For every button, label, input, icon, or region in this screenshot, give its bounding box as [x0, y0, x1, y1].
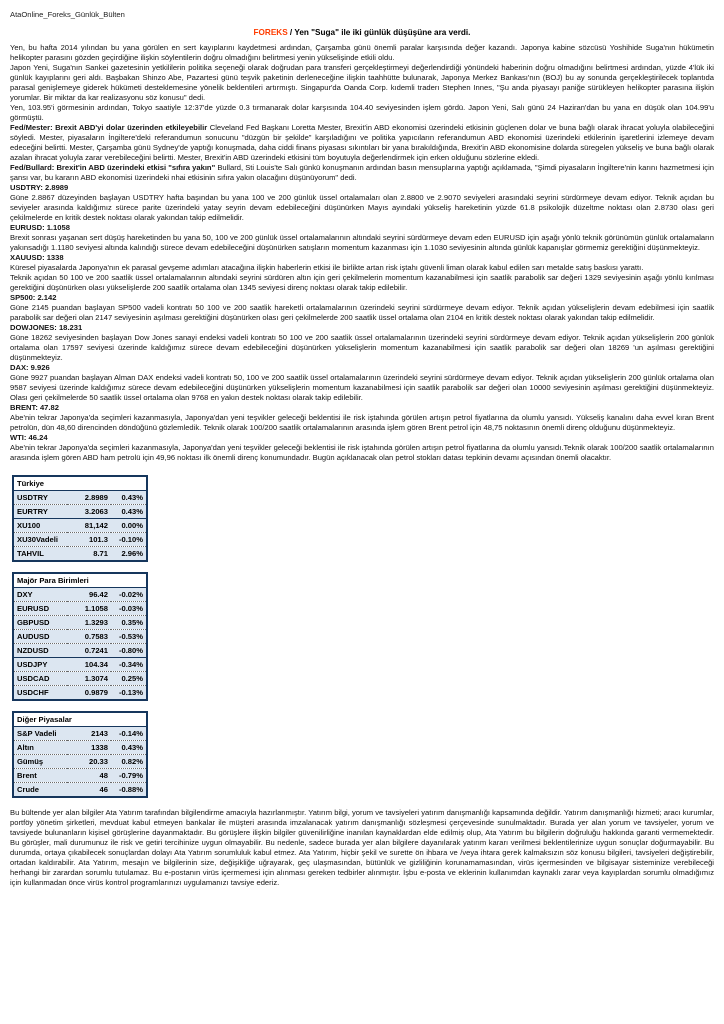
table-major-currencies: [12, 572, 148, 701]
instrument-change: -0.02%: [111, 588, 147, 602]
table-row: [13, 588, 147, 602]
instrument-name: AUDUSD: [13, 630, 67, 644]
instrument-change: -0.88%: [111, 783, 147, 798]
instrument-value: 20.33: [67, 755, 111, 769]
table-row: [13, 686, 147, 701]
paragraph-text: Cleveland Fed Başkanı Loretta Mester, Brexit'in ABD ekonomisi üzerindeki etkisinin güçlenen dolar ve buna bağlı olarak ihracat yoluyla olabileceğini söyledi. Mester, piyasaların İngiltere'deki referandumun sonucunu "düzgün bir şekilde" karşıladığını ve politika yapıcıların referandumun ABD ekonomisi üzerindeki etkilerinin işaretlerini izlemeye devam edeceğini belirtti. Mester, Çarşamba günü Sydney'de yaptığı konuşmada, daha ciddi finans piyasası sıkıntıları bir yana bırakıldığında, Brexit'in ABD ekonomisine dolarda süregelen yükseliş ve buna bağlı olarak azalan ihracat yoluyla zarar verebileceğini belirtti. Mester, Brexit'in ABD üzerindeki etkisini tüm boyutuyla değerlendirmek için erken olduğunu sözlerine ekledi.: [10, 123, 714, 162]
instrument-heading-dowjones: DOWJONES: 18.231: [10, 323, 83, 332]
instrument-heading-brent: BRENT: 47.82: [10, 403, 59, 412]
instrument-change: 0.43%: [111, 741, 147, 755]
instrument-name: Gümüş: [13, 755, 67, 769]
instrument-value: 2.8989: [67, 491, 111, 505]
instrument-heading-dax: DAX: 9.926: [10, 363, 50, 372]
instrument-change: 0.82%: [111, 755, 147, 769]
instrument-change: -0.03%: [111, 602, 147, 616]
instrument-value: 96.42: [67, 588, 111, 602]
instrument-name: GBPUSD: [13, 616, 67, 630]
instrument-change: 0.00%: [111, 519, 147, 533]
title-text: / Yen "Suga" ile iki günlük düşüşüne ara verdi.: [287, 28, 471, 37]
table-row: [13, 783, 147, 798]
paragraph: Güne 2.8867 düzeyinden başlayan USDTRY hafta başından bu yana 100 ve 200 günlük üssel ortalamaları olan 2.8800 ve 2.9070 seviyeleri arasındaki seyrini sürdürmeye devam ediyor. Teknik açıdan bu seviyeler arasında kaldığımız sürece parite üzerindeki yatay seyrin devam edebileceğini düşünürken Mayıs ayındaki yükseliş hareketinin yüzde 61.8 psikolojik düzeltme noktası olan 2.8730 olası geri çekilmelerde en kritik destek noktası olarak yakından takip edilmelidir.: [10, 193, 714, 222]
instrument-value: 3.2063: [67, 505, 111, 519]
instrument-name: EURUSD: [13, 602, 67, 616]
instrument-name: XU30Vadeli: [13, 533, 67, 547]
table-row: [13, 602, 147, 616]
instrument-value: 2143: [67, 727, 111, 741]
instrument-change: 0.35%: [111, 616, 147, 630]
paragraph-lead: Fed/Mester: Brexit ABD'yi dolar üzerinden etkileyebilir: [10, 123, 208, 132]
instrument-change: -0.10%: [111, 533, 147, 547]
table-row: [13, 755, 147, 769]
paragraph-text: Bullard, Sti Louis'te Salı günkü konuşmanın ardından basın mensuplarına yaptığı açıklamada, "Şimdi piyasaların İngiltere'nin karını hazmetmesi için şansı var, bu kararın ABD ekonomisi üzerindeki nhai etkisinin sıfıra yakın olacağını düşünüyorum" dedi.: [10, 163, 714, 182]
paragraph: Brexit sonrası yaşanan sert düşüş hareketinden bu yana 50, 100 ve 200 günlük üssel ortalamalarının altındaki seyrini sürdürmeye devam eden EURUSD için aşağı yönlü teknik görünümün günlük ortalamaların yakınsadığı 1.1180 seviyesi altında kalındığı sürece devam edebileceğini düşünürken satışların momentum kazanması için 1.1030 seviyesinin altında günlük kapanışlar görmemiz gerektiğini düşünmekteyiz.: [10, 233, 714, 252]
paragraph: Güne 9927 puandan başlayan Alman DAX endeksi vadeli kontratı 50, 100 ve 200 saatlik üssel ortalamalarının üzerindeki seyrini sürdürmeye devam ediyor. Teknik açıdan yükselişlerin 200 günlük ortalama olan 9587 seviyesi üzerinde kaldığımız sürece devam edebileceğini düşünürken yükselişlerin momentum kazanabilmesi için saatlik parabolik sar değeri olan 10000 seviyesinin aşılması gerektiğini düşünmekteyiz. Olası geri çekilmelerde 50 saatlik üssel ortalama olan 9768 en yakın destek noktası olarak takip edilebilir.: [10, 373, 714, 402]
table-row: [13, 672, 147, 686]
instrument-name: Brent: [13, 769, 67, 783]
instrument-heading-wti: WTI: 46.24: [10, 433, 48, 442]
table-row: [13, 727, 147, 741]
instrument-value: 48: [67, 769, 111, 783]
instrument-value: 101.3: [67, 533, 111, 547]
paragraph: Yen, 103.95'i görmesinin ardından, Tokyo saatiyle 12:37'de yüzde 0.3 tırmanarak dolar karşısında 104.40 seviyesinden işlem gördü. Japon Yeni, Salı günü 24 Haziran'dan bu yana en düşük olan 104.99'u görmüştü.: [10, 103, 714, 122]
paragraph-lead: Fed/Bullard: Brexit'in ABD üzerindeki etkisi "sıfıra yakın": [10, 163, 216, 172]
instrument-change: -0.53%: [111, 630, 147, 644]
instrument-heading-eurusd: EURUSD: 1.1058: [10, 223, 70, 232]
instrument-value: 46: [67, 783, 111, 798]
table-row: [13, 533, 147, 547]
paragraph: Güne 2145 puandan başlayan SP500 vadeli kontratı 50 100 ve 200 saatlik hareketli ortalamalarının üzerindeki seyrini sürdürmeye devam ediyor. Teknik açıdan yükselişlerin devam edebilmesi için saatlik parabolik sar değeri olan 2147 seviyesinin aşılması gerektiğini düşünürken olası geri çekilmelerde 200 saatlik üssel ortalama olan 2104 en kritik destek noktası olarak yakından takip edilmelidir.: [10, 303, 714, 322]
instrument-name: USDTRY: [13, 491, 67, 505]
table-row: [13, 658, 147, 672]
instrument-name: USDCHF: [13, 686, 67, 701]
paragraph: Abe'nin tekrar Japonya'da seçimleri kazanmasıyla, Japonya'dan yeni teşvikler geleceği beklentisi ile risk iştahında görülen artışın petrol fiyatlarına da olumlu yansıdı. Yükseliş kanalını daha evvel kıran Brent petrolün, dün 48,60 direncinden döndüğünü gözlemledik. Teknik olarak 100/200 saatlik ortalamalarının arasında işlem gören Brent petrol için 48,75 noktasının önemli direnç olduğunu düşünmekteyiz.: [10, 413, 714, 432]
instrument-name: USDJPY: [13, 658, 67, 672]
instrument-change: 2.96%: [111, 547, 147, 562]
paragraph: Abe'nin tekrar Japonya'da seçimleri kazanmasıyla, Japonya'dan yeni teşvikler geleceği beklentisi ile risk iştahında görülen artışın petrol fiyatlarına da olumlu yansıdı.Teknik olarak 100/200 saatlik ortalamalarının arasında işlem gören ABD ham petrolü için 49,96 noktası ilk önemli direnç konumundadır. Bugün açıklanacak olan petrol stokları datası tepkinin devamı açısından önemli olacaktır.: [10, 443, 714, 462]
instrument-name: TAHVIL: [13, 547, 67, 562]
table-other-markets: [12, 711, 148, 798]
title-highlight: FOREKS: [253, 28, 288, 37]
table-title: Majör Para Birimleri: [13, 573, 147, 588]
instrument-change: -0.13%: [111, 686, 147, 701]
bulletin-title: [10, 28, 714, 38]
table-row: [13, 547, 147, 562]
instrument-name: S&P Vadeli: [13, 727, 67, 741]
instrument-value: 0.9879: [67, 686, 111, 701]
paragraph: Küresel piyasalarda Japonya'nın ek parasal gevşeme adımları atacağına ilişkin haberlerin etkisi ile birlikte artan risk iştahı güvenli liman olarak kabul edilen sarı metalde satış baskısı yarattı.: [10, 263, 644, 272]
instrument-change: -0.80%: [111, 644, 147, 658]
instrument-name: Crude: [13, 783, 67, 798]
instrument-value: 1.1058: [67, 602, 111, 616]
paragraph: [10, 163, 714, 183]
instrument-heading-usdtry: USDTRY: 2.8989: [10, 183, 69, 192]
table-row: [13, 505, 147, 519]
instrument-value: 1338: [67, 741, 111, 755]
instrument-heading-xauusd: XAUUSD: 1338: [10, 253, 64, 262]
instrument-change: -0.34%: [111, 658, 147, 672]
instrument-heading-sp500: SP500: 2.142: [10, 293, 57, 302]
instrument-name: NZDUSD: [13, 644, 67, 658]
paragraph: Japon Yeni, Suga'nın Sankei gazetesinin yetkililerin politika seçeneği olarak doğrudan para transferi gerçekleştirmeyi değerlendirdiği yönündeki haberinin doğru olmadığını belirtmesi ardından, yüzde 4'lük iki günlük kayıplarını geri aldı. Başbakan Shinzo Abe, Pazartesi günü teşvik paketinin derleneceğine ilişkin taahhütte bulunarak, Japonya Merkez Bankası'nın (BOJ) bu ay sonunda gerçekleştirilecek toplantıda parasal genişlemeye giderek hükümeti desteklemesine yönelik beklentileri artırmıştı. Singapur'da Oanda Corp. kıdemli traderı Stephen Innes, "Şu anda piyasayı paniğe sürükleyen helikopter parasına ilişkin yorumlar. Bir miktar da kar realizasyonu söz konusu" dedi.: [10, 63, 714, 102]
instrument-value: 0.7583: [67, 630, 111, 644]
market-tables: [10, 475, 714, 798]
instrument-change: -0.79%: [111, 769, 147, 783]
paragraph: Yen, bu hafta 2014 yılından bu yana görülen en sert kayıplarını kaydetmesi ardından, Çarşamba günü önemli paralar karşısında değer kazandı. Japonya kabine sözcüsü Yoshihide Suga'nın hükümetin helikopter parasını gözden geçirdiğine ilişkin söylentilerin doğru olmadığını belirtmesi yenin yükselişinde etkili oldu.: [10, 43, 714, 62]
table-row: [13, 491, 147, 505]
instrument-name: Altın: [13, 741, 67, 755]
document-id: AtaOnline_Foreks_Günlük_Bülten: [10, 10, 125, 19]
table-title: Diğer Piyasalar: [13, 712, 147, 727]
table-title: Türkiye: [13, 476, 147, 491]
instrument-value: 104.34: [67, 658, 111, 672]
instrument-change: 0.43%: [111, 505, 147, 519]
table-row: [13, 644, 147, 658]
paragraph: Teknik açıdan 50 100 ve 200 saatlik üssel ortalamalarının altındaki seyrini sürdüren altın için geri çekilmelerin momentum kazanabilmesi için saatlik parabolik sar değeri 1329 seviyesinin aşağı yönlü kırılması gerektiğini düşünürken olası yükselişlerde 200 saatlik ortalama olan 1345 seviyesi direnç noktası olarak takip edilebilir.: [10, 273, 714, 292]
instrument-name: USDCAD: [13, 672, 67, 686]
paragraph: [10, 123, 714, 163]
table-row: [13, 741, 147, 755]
instrument-change: 0.43%: [111, 491, 147, 505]
instrument-name: DXY: [13, 588, 67, 602]
instrument-change: 0.25%: [111, 672, 147, 686]
instrument-name: XU100: [13, 519, 67, 533]
instrument-value: 81,142: [67, 519, 111, 533]
table-row: [13, 630, 147, 644]
disclaimer-text: Bu bültende yer alan bilgiler Ata Yatırım tarafından bilgilendirme amacıyla hazırlanmıştır. Yatırım bilgi, yorum ve tavsiyeleri yatırım danışmanlığı kapsamında değildir. Yatırım danışmanlığı hizmeti; aracı kurumlar, portföy yönetim şirketleri, mevduat kabul etmeyen bankalar ile müşteri arasında imzalanacak yatırım danışmanlığı sözleşmesi çerçevesinde sunulmaktadır. Burada yer alan yorum ve tavsiyeler, yorum ve tavsiyede bulunanların kişisel görüşlerine dayanmaktadır. Bu görüşlere ilişkin bilgiler güvenilirliğine inanılan kaynaklardan elde edilmiş olup, Ata Yatırım bu bilgilerin doğruluğu hakkında garanti vermemektedir. Bu görüşler, mali durumunuz ile risk ve getiri tercihinize uygun olmayabilir. Bu nedenle, sadece burada yer alan bilgilere dayanılarak yatırım kararı verilmesi beklentilerinize uygun sonuçlar doğurmayabilir. Bu durumda, ortaya çıkabilecek sonuçlardan dolayı Ata Yatırım sorumluluk kabul etmez. Ata Yatırım, hiçbir şekil ve surette ön ihbara ve /veya ihtara gerek kalmaksızın söz konusu bilgileri, tavsiyeleri değiştirebilir, ortadan kaldırabilir. Ata Yatırım, mesajın ve bilgilerinin size, değişikliğe uğrayarak, geç ulaşmasından, bütünlük ve gizliliğinin korunamamasından, virüs içermesinden ve bilgisayar sisteminize verebileceği herhangi bir zarardan sorumlu tutulamaz. Bu e-postanın virüs içermemesi için alınması gereken tedbirler alınmıştır. İşbu e-posta ve eklerinin kullanımdan kaynaklı zarar veya kayıplardan sorumlu olmadığımız için kullanmadan önce virüs kontrol programlarınızı uygulamanızı tavsiye ederiz.: [10, 808, 714, 887]
instrument-value: 1.3293: [67, 616, 111, 630]
instrument-value: 0.7241: [67, 644, 111, 658]
table-turkiye: [12, 475, 148, 562]
table-row: [13, 519, 147, 533]
instrument-change: -0.14%: [111, 727, 147, 741]
paragraph: Güne 18262 seviyesinden başlayan Dow Jones sanayi endeksi vadeli kontratı 50 100 ve 200 saatlik üssel ortalamalarının üzerindeki seyrini sürdürmeye devam ediyor. Teknik açıdan yükselişlerin 200 günlük ortalama olan 17597 seviyesi üzerinde kaldığımız sürece devam edebileceğini düşünürken yükselişlerin momentum kazanabilmesi için saatlik parabolik sar değeri olan 18269 'un aşılması gerektiğini düşünmekteyiz.: [10, 333, 714, 362]
instrument-value: 1.3074: [67, 672, 111, 686]
instrument-name: EURTRY: [13, 505, 67, 519]
instrument-value: 8.71: [67, 547, 111, 562]
table-row: [13, 769, 147, 783]
table-row: [13, 616, 147, 630]
